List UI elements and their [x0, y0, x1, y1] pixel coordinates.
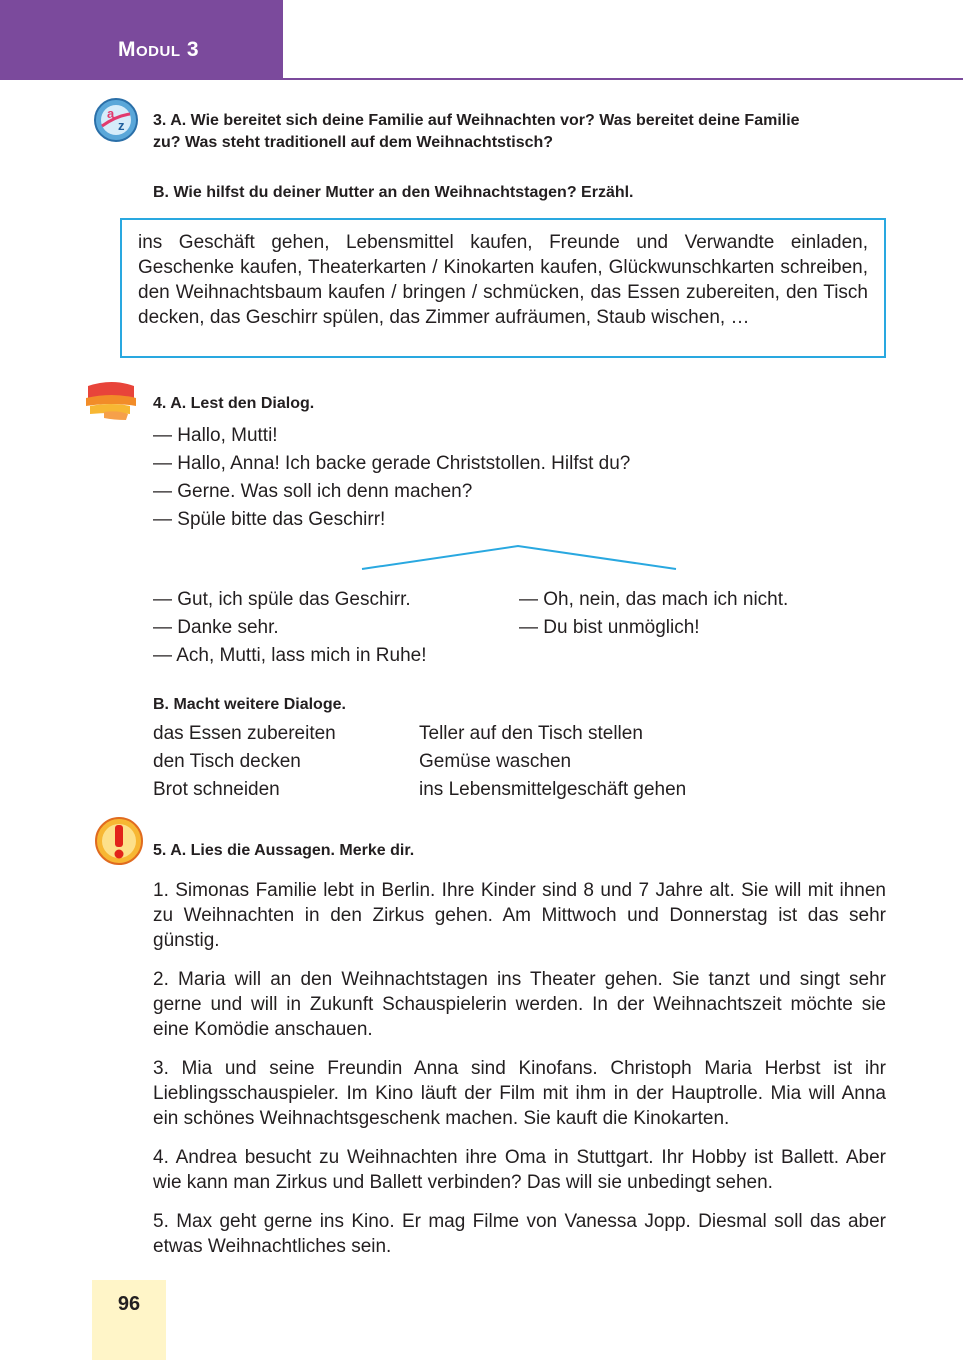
statement-item: 2. Maria will an den Weihnachtstagen ins Theater gehen. Sie tanzt und singt sehr gerne und will in Zukunft Schauspielerin werden. In der Weihnachtszeit möchte sie eine Komödie anschauen.: [153, 969, 886, 1040]
task3-question-line2: zu? Was steht traditionell auf dem Weihnachtstisch?: [153, 134, 554, 151]
phrase-item: das Essen zubereiten: [153, 723, 336, 744]
module-header: [0, 0, 283, 80]
phrase-item: den Tisch decken: [153, 751, 301, 772]
task3-question-line1: 3. A. Wie bereitet sich deine Familie auf Weihnachten vor? Was bereitet deine Familie: [153, 112, 800, 129]
dialog-line: — Hallo, Mutti!: [153, 425, 278, 446]
page-number: 96: [117, 1293, 141, 1315]
page-number-tab: [92, 1280, 166, 1360]
statements-list: [153, 878, 886, 1273]
response-line: — Du bist unmöglich!: [519, 617, 700, 638]
a-z-vocabulary-icon: [92, 96, 140, 144]
statement-item: 4. Andrea besucht zu Weihnachten ihre Oma in Stuttgart. Ihr Hobby ist Ballett. Aber wie kann man Zirkus und Ballett verbinden? Das will sie unbedingt sehen.: [153, 1147, 886, 1193]
responses-right: [519, 586, 788, 642]
phrase-item: ins Lebensmittelgeschäft gehen: [419, 779, 687, 800]
dialog-line: — Gerne. Was soll ich denn machen?: [153, 481, 473, 502]
task5-a-label: 5. A. Lies die Aussagen. Merke dir.: [153, 842, 415, 859]
phrase-item: Gemüse waschen: [419, 751, 572, 772]
branch-divider: [360, 543, 680, 573]
exclamation-icon: [94, 816, 144, 866]
module-title: Modul 3: [118, 38, 200, 61]
response-line: — Gut, ich spüle das Geschirr.: [153, 589, 411, 610]
phrase-item: Brot schneiden: [153, 779, 280, 800]
response-line: — Ach, Mutti, lass mich in Ruhe!: [153, 645, 427, 666]
task4-b-label: B. Macht weitere Dialoge.: [153, 696, 346, 713]
phrases-left: [153, 720, 336, 804]
svg-text:z: z: [118, 118, 125, 133]
phrases-right: [419, 720, 686, 804]
dialog-line: — Hallo, Anna! Ich backe gerade Christstollen. Hilfst du?: [153, 453, 631, 474]
phrase-item: Teller auf den Tisch stellen: [419, 723, 643, 744]
task3-b-label: B. Wie hilfst du deiner Mutter an den Weihnachtstagen? Erzähl.: [153, 184, 634, 201]
response-line: — Danke sehr.: [153, 617, 279, 638]
vocabulary-box: [120, 218, 886, 358]
dialog: [153, 422, 853, 534]
vocabulary-text: ins Geschäft gehen, Lebensmittel kaufen, Freunde und Verwandte einladen, Geschenke kaufen, Theaterkarten / Kinokarten kaufen, Glückwunschkarten schreiben, den Weihnachtsbaum kaufen / bringen / schmücken, das Essen zubereiten, den Tisch decken, das Geschirr spülen, das Zimmer aufräumen, Staub wischen, …: [138, 232, 868, 328]
statement-item: 1. Simonas Familie lebt in Berlin. Ihre Kinder sind 8 und 7 Jahre alt. Sie will mit ihnen zu Weihnachten in den Zirkus gehen. Am Mittwoch und Donnerstag ist das sehr günstig.: [153, 880, 886, 951]
statement-item: 5. Max geht gerne ins Kino. Er mag Filme von Vanessa Jopp. Diesmal soll das aber etwas Weihnachtliches sein.: [153, 1211, 886, 1257]
dialog-line: — Spüle bitte das Geschirr!: [153, 509, 386, 530]
statement-item: 3. Mia und seine Freundin Anna sind Kinofans. Christoph Maria Herbst ist ihr Lieblingsschauspieler. Im Kino läuft der Film mit ihm in der Hauptrolle. Mia will Anna ein schönes Weihnachtsgeschenk machen. Sie kauft die Kinokarten.: [153, 1058, 886, 1129]
task3-question: [153, 110, 893, 154]
task4-a-label: 4. A. Lest den Dialog.: [153, 395, 315, 412]
response-line: — Oh, nein, das mach ich nicht.: [519, 589, 789, 610]
speech-hand-icon: [84, 380, 140, 422]
header-rule: [283, 78, 963, 80]
svg-text:a: a: [107, 106, 115, 121]
responses-left: [153, 586, 427, 670]
